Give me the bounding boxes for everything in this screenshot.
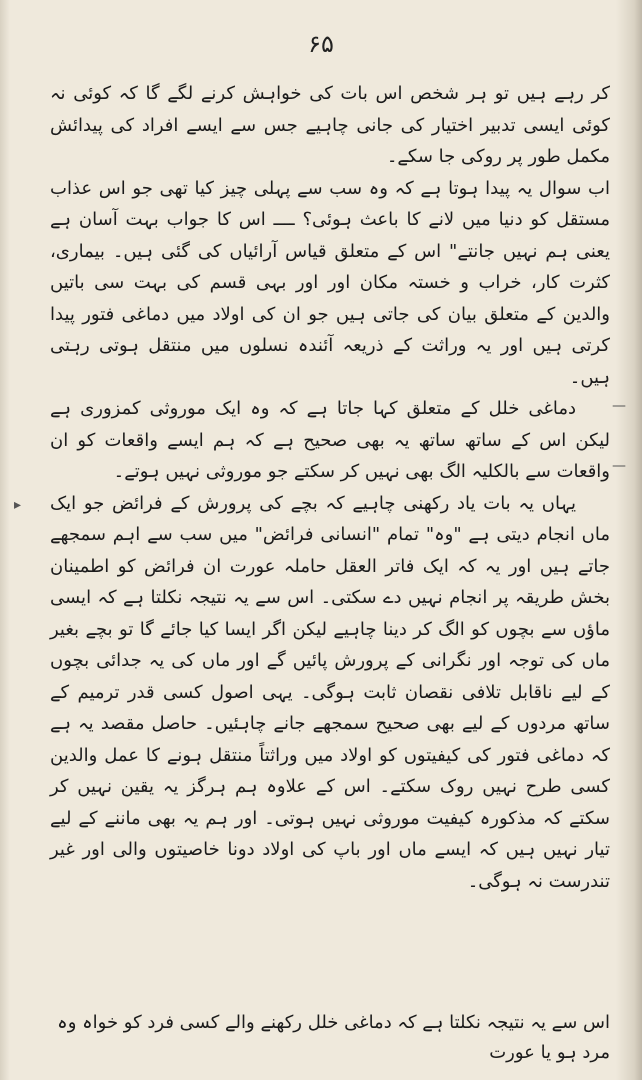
margin-mark: — [612, 398, 626, 414]
last-line: اس سے یہ نتیجہ نکلتا ہے کہ دماغی خلل رکھنے والے کسی فرد کو خواہ وہ مرد ہو یا عورت [57, 1012, 610, 1063]
paragraph-2: اب سوال یہ پیدا ہوتا ہے کہ وہ سب سے پہلی چیز کیا تھی جو اس عذاب مستقل کو دنیا میں لانے کا باعث ہوئی؟ ــــ اس کا جواب بہت آسان ہے یعنی ہم نہیں جانتے" اس کے متعلق قیاس آرائیاں کی گئی ہیں۔ بیماری، کثرت کار، خراب و خستہ مکان اور اور بہی قسم کی بہت سی باتیں والدین کے متعلق بیان کی جاتی ہیں جو ان کی اولاد میں دماغی فتور پیدا کرتی ہیں اور یہ وراثت کے ذریعہ آئندہ نسلوں میں منتقل ہوتی رہتی ہیں۔ [50, 177, 610, 388]
paragraph-4: یہاں یہ بات یاد رکھنی چاہیے کہ بچے کی پرورش کے فرائض جو ایک ماں انجام دیتی ہے "وہ" تمام "انسانی فرائض" میں سب سے اہم سمجھے جاتے ہیں اور یہ کہ ایک فاتر العقل حاملہ عورت ان فرائض کو اطمینان بخش طریقہ پر انجام نہیں دے سکتی۔ اس سے یہ نتیجہ نکلتا ہے کہ ایسی ماؤں سے بچوں کو الگ کر دینا چاہیے لیکن اگر ایسا کیا جائے گا تو بچے بغیر ماں کی توجہ اور نگرانی کے پرورش پائیں گے اور ماں کی یہ جدائی بچوں کے لیے ناقابل تلافی نقصان ثابت ہوگی۔ یہی اصول کسی قدر ترمیم کے ساتھ مردوں کے لیے بھی صحیح سمجھے جانے چاہئیں۔ حاصل مقصد یہ ہے کہ دماغی فتور کی کیفیتوں کو اولاد میں وراثتاً منتقل ہونے کا عمل والدین کسی طرح نہیں روک سکتے۔ اس کے علاوہ ہم ہرگز یہ یقین نہیں کر سکتے کہ مذکورہ کیفیت موروثی نہیں ہوتی۔ اور ہم یہ بھی ماننے کے لیے تیار نہیں ہیں کہ ایسے ماں اور باپ کی اولاد دونا خاصیتوں والی اور غیر تندرست نہ ہوگی۔ [50, 492, 610, 892]
page-number: ۶۵ [308, 30, 334, 58]
margin-mark: ▸ [14, 497, 22, 513]
page-left-edge [0, 0, 10, 1080]
paragraph-1: کر رہے ہیں تو ہر شخص اس بات کی خواہش کرنے لگے گا کہ کوئی نہ کوئی ایسی تدبیر اختیار کی جانی چاہیے جس سے ایسے افراد کی پیدائش مکمل طور پر روکی جا سکے۔ [50, 83, 610, 167]
page-body-text [50, 78, 610, 897]
page-binding-shadow [616, 0, 642, 1080]
margin-mark: — [612, 458, 626, 474]
paragraph-3: دماغی خلل کے متعلق کہا جاتا ہے کہ وہ ایک موروثی کمزوری ہے لیکن اس کے ساتھ ساتھ یہ بھی صحیح ہے کہ ہم ایسے واقعات کو ان واقعات سے بالکلیہ الگ بھی نہیں کر سکتے جو موروثی نہیں ہوتے۔ [50, 398, 610, 482]
